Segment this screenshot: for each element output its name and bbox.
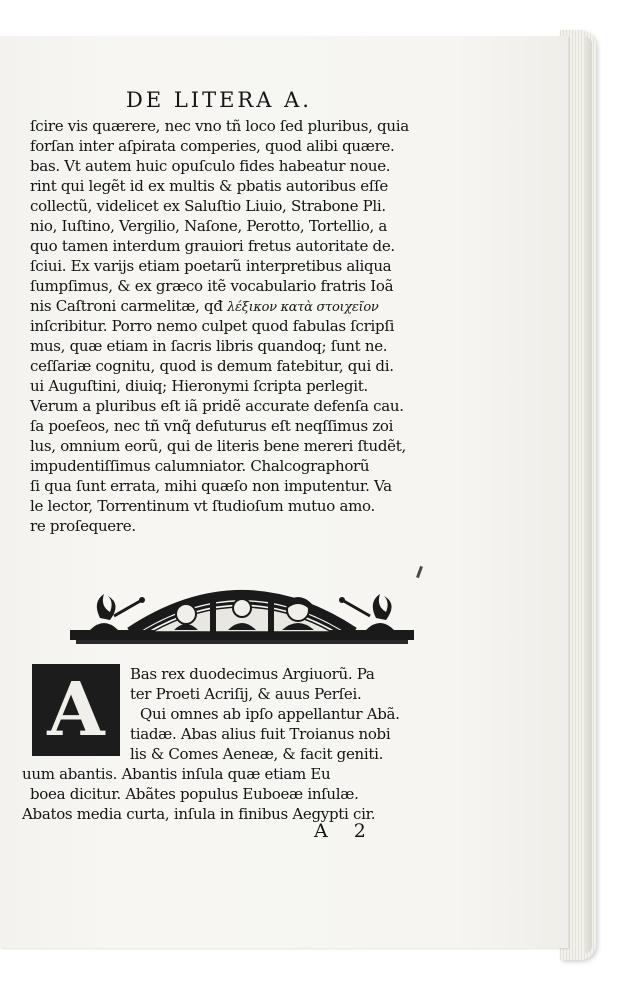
text-line: nio, Iuſtino, Vergilio, Naſone, Perotto, Tortellio, a (30, 217, 388, 235)
text-line: bas. Vt autem huic opuſculo fides habeatur noue. (30, 157, 391, 175)
text-line: ſa poeſeos, nec tñ vnq̃ defuturus eſt neqſſimus zoi (30, 417, 394, 435)
entry-line: boea dicitur. Abãtes populus Euboeæ inſulæ. (30, 785, 359, 803)
text-line-greek (30, 296, 440, 316)
initial-letter: A (47, 667, 105, 753)
entry-line: ter Proeti Acriſij, & auus Perſei. (130, 685, 362, 703)
text-line: inſcribitur. Porro nemo culpet quod fabulas ſcripſi (30, 317, 395, 335)
text-line: le lector, Torrentinum vt ſtudioſum mutuo amo. (30, 497, 375, 515)
decorated-initial (32, 664, 120, 756)
entry-line: tiadæ. Abas alius fuit Troianus nobi (130, 725, 391, 743)
text-line: impudentiſſimus calumniator. Chalcographorũ (30, 457, 370, 475)
text-line: ſi qua ſunt errata, mihi quæſo non imputentur. Va (30, 477, 392, 495)
entry-line: Abatos media curta, inſula in finibus Aegypti cir. (22, 805, 376, 823)
entry-line: lis & Comes Aeneæ, & facit geniti. (130, 745, 384, 763)
text-line: re proſequere. (30, 517, 136, 535)
entry-line: Qui omnes ab ipſo appellantur Abã. (140, 705, 400, 723)
text-line: quo tamen interdum grauiori fretus autoritate de. (30, 237, 395, 255)
greek-phrase: λέξικον κατὰ στοιχεῖον (227, 300, 379, 315)
text-line: lus, omnium eorũ, qui de literis bene mereri ſtudẽt, (30, 437, 406, 455)
text-line: Verum a pluribus eſt iã pridẽ accurate defenſa cau. (30, 397, 404, 415)
text-line: forſan inter aſpirata comperies, quod alibi quære. (30, 137, 395, 155)
running-head: DE LITERA A. (126, 88, 312, 112)
body-text (30, 116, 440, 536)
text-line: ceſſariæ cognitu, quod is demum fatebitur, qui di. (30, 357, 394, 375)
woodcut-ornament (70, 568, 414, 658)
entry-line: Bas rex duodecimus Argiuorũ. Pa (130, 665, 375, 683)
text-line: collectũ, videlicet ex Saluſtio Liuio, Strabone Pli. (30, 197, 386, 215)
signature-mark: A 2 (314, 820, 376, 842)
text-line: ſumpſimus, & ex græco itẽ vocabulario fratris Ioã (30, 277, 394, 295)
entry-line: uum abantis. Abantis inſula quæ etiam Eu (22, 765, 331, 783)
text-line: mus, quæ etiam in ſacris libris quandoq; ſunt ne. (30, 337, 388, 355)
text-line: ſcire vis quærere, nec vno tñ loco ſed pluribus, quia (30, 117, 409, 135)
text-line: ui Auguſtini, diuiq; Hieronymi ſcripta perlegit. (30, 377, 368, 395)
text-line: rint qui legẽt id ex multis & pbatis autoribus eſſe (30, 177, 388, 195)
text-fragment: nis Caſtroni carmelitæ, qđ (30, 297, 223, 315)
text-line: ſciui. Ex varijs etiam poetarũ interpretibus aliqua (30, 257, 392, 275)
